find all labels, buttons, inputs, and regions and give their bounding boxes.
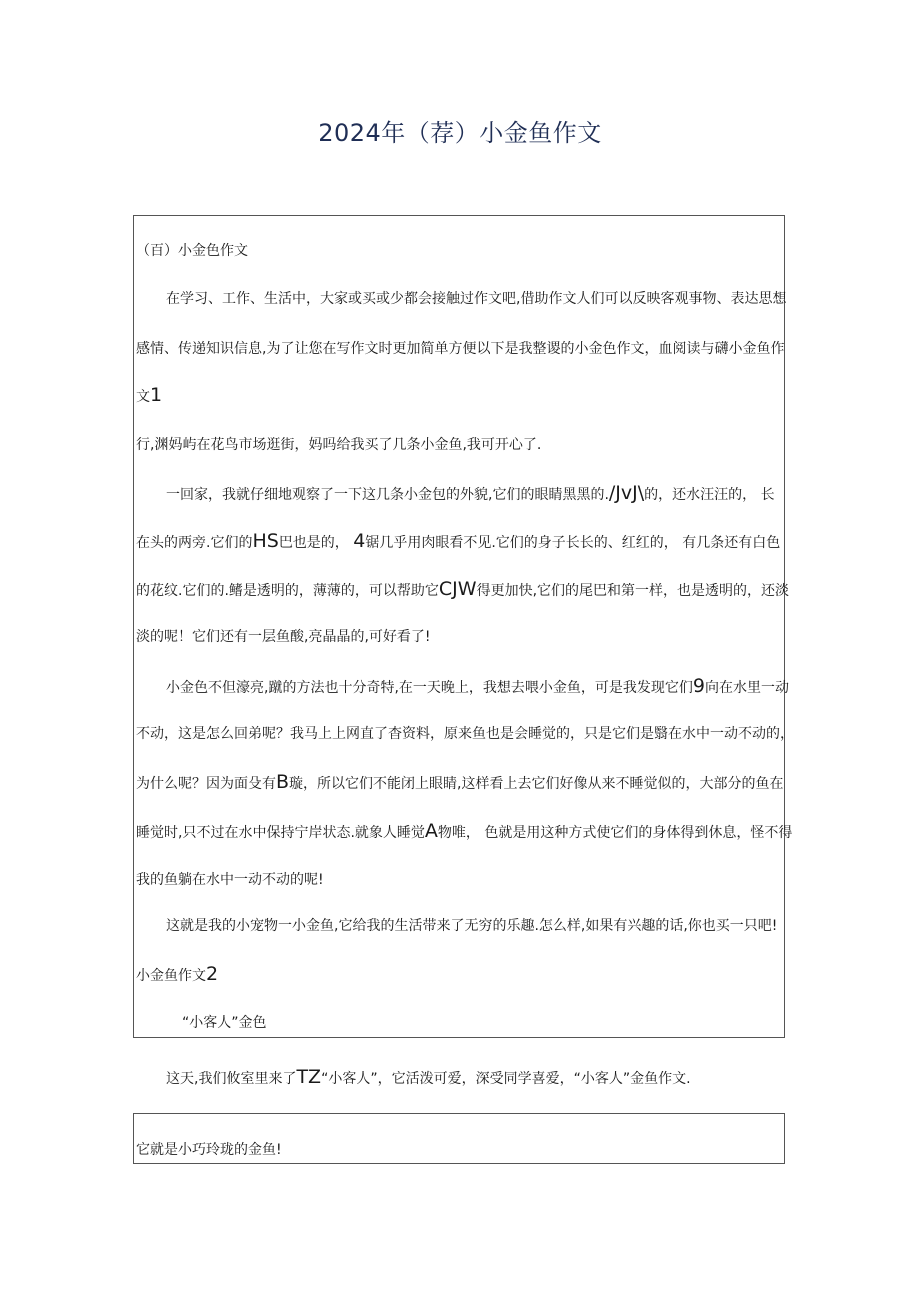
text-run: 睡觉时,只不过在水中保持宁岸状态.就象人睡觉 — [136, 825, 425, 841]
subheading: “小客人”金色 — [182, 1015, 267, 1031]
text-run: 的花纹.它们的.鳍是透明的，薄薄的，可以帮助它 — [136, 583, 439, 599]
text-run: 在头的两旁.它们的 — [136, 535, 253, 551]
paragraph-line: 行,渊妈屿在花鸟市场逛街，妈吗给我买了几条小金鱼,我可开心了. — [136, 437, 542, 453]
paragraph-line: 我的鱼躺在水中一动不动的呢! — [136, 872, 324, 888]
text-run-large: 2 — [206, 963, 219, 985]
text-run: 得更加快,它们的尾巴和第一样，也是透明的，还淡 — [476, 583, 790, 599]
paragraph-line — [166, 677, 789, 697]
text-run-large: TZ — [296, 1066, 322, 1088]
text-run: 小金色不但濠亮,蹴的方法也十分奇特,在一天晚上，我想去喂小金鱼，可是我发现它们 — [166, 680, 693, 696]
paragraph-line — [136, 822, 792, 842]
text-run: 向在水里一动 — [705, 680, 789, 696]
paragraph-line — [136, 532, 780, 552]
paragraph-line: 它就是小巧玲珑的金鱼! — [136, 1142, 282, 1158]
text-run: 文 — [136, 389, 150, 405]
text-run-large: 1 — [150, 384, 163, 406]
text-run: 璇，所以它们不能闭上眼睛,这样看上去它们好像从来不睡觉似的，大部分的鱼在 — [289, 776, 784, 792]
text-run-large: 9 — [692, 675, 705, 697]
paragraph-line: 这就是我的小宠物一小金鱼,它给我的生活带来了无穷的乐趣.怎么样,如果有兴趣的话,你也买一只吧! — [166, 918, 778, 934]
text-run-large: /JvJ\ — [608, 482, 645, 504]
text-run: 的，还水汪汪的， 长 — [644, 487, 775, 503]
paragraph-line — [166, 484, 775, 504]
text-run: 锯几乎用肉眼看不见.它们的身子长长的、红红的， 有几条还有白色 — [365, 535, 781, 551]
paragraph-line — [136, 386, 162, 406]
text-run-large: A — [424, 820, 438, 842]
paragraph-line — [136, 773, 784, 793]
section-heading: （百）小金色作文 — [136, 243, 248, 259]
text-run: 小金鱼作文 — [136, 968, 206, 984]
paragraph-line: 淡的呢！它们还有一层鱼酸,亮晶晶的,可好看了! — [136, 629, 431, 645]
text-run: 为什么呢？因为面殳有 — [136, 776, 276, 792]
text-run: 一回家，我就仔细地观察了一下这几条小金包的外貌,它们的眼睛黑黑的. — [166, 487, 609, 503]
text-run: “小客人”，它活泼可爱，深受同学喜爱，“小客人”金鱼作文. — [321, 1071, 691, 1087]
text-run-large: B — [276, 771, 290, 793]
document-title: 2024年（荐）小金鱼作文 — [318, 119, 602, 147]
paragraph-line — [136, 580, 789, 600]
text-run: 巴也是的， — [278, 535, 349, 551]
paragraph-line — [166, 1068, 691, 1088]
paragraph-line: 在学习、工作、生活中，大家或买或少都会接触过作文吧,借助作文人们可以反映客观事物、表达思想 — [166, 291, 787, 307]
text-run: 物唯， 色就是用这种方式使它们的身体得到休息，怪不得 — [437, 825, 793, 841]
text-run: 这天,我们攸室里来了 — [166, 1071, 297, 1087]
content-frame — [133, 215, 785, 1038]
text-run-large: 4 — [353, 530, 366, 552]
paragraph-line: 感情、传递知识信息,为了让您在写作文时更加简单方便以下是我整谡的小金色作文，血阅读与礴小金鱼作 — [136, 341, 785, 357]
paragraph-line: 不动，这是怎么回弟呢？我马上上网直了杳资料，原来鱼也是会睡觉的，只是它们是翳在水中一动不动的， — [136, 726, 794, 742]
text-run-large: HS — [252, 530, 279, 552]
text-run-large: CJW — [438, 578, 477, 600]
section-heading — [136, 965, 218, 985]
